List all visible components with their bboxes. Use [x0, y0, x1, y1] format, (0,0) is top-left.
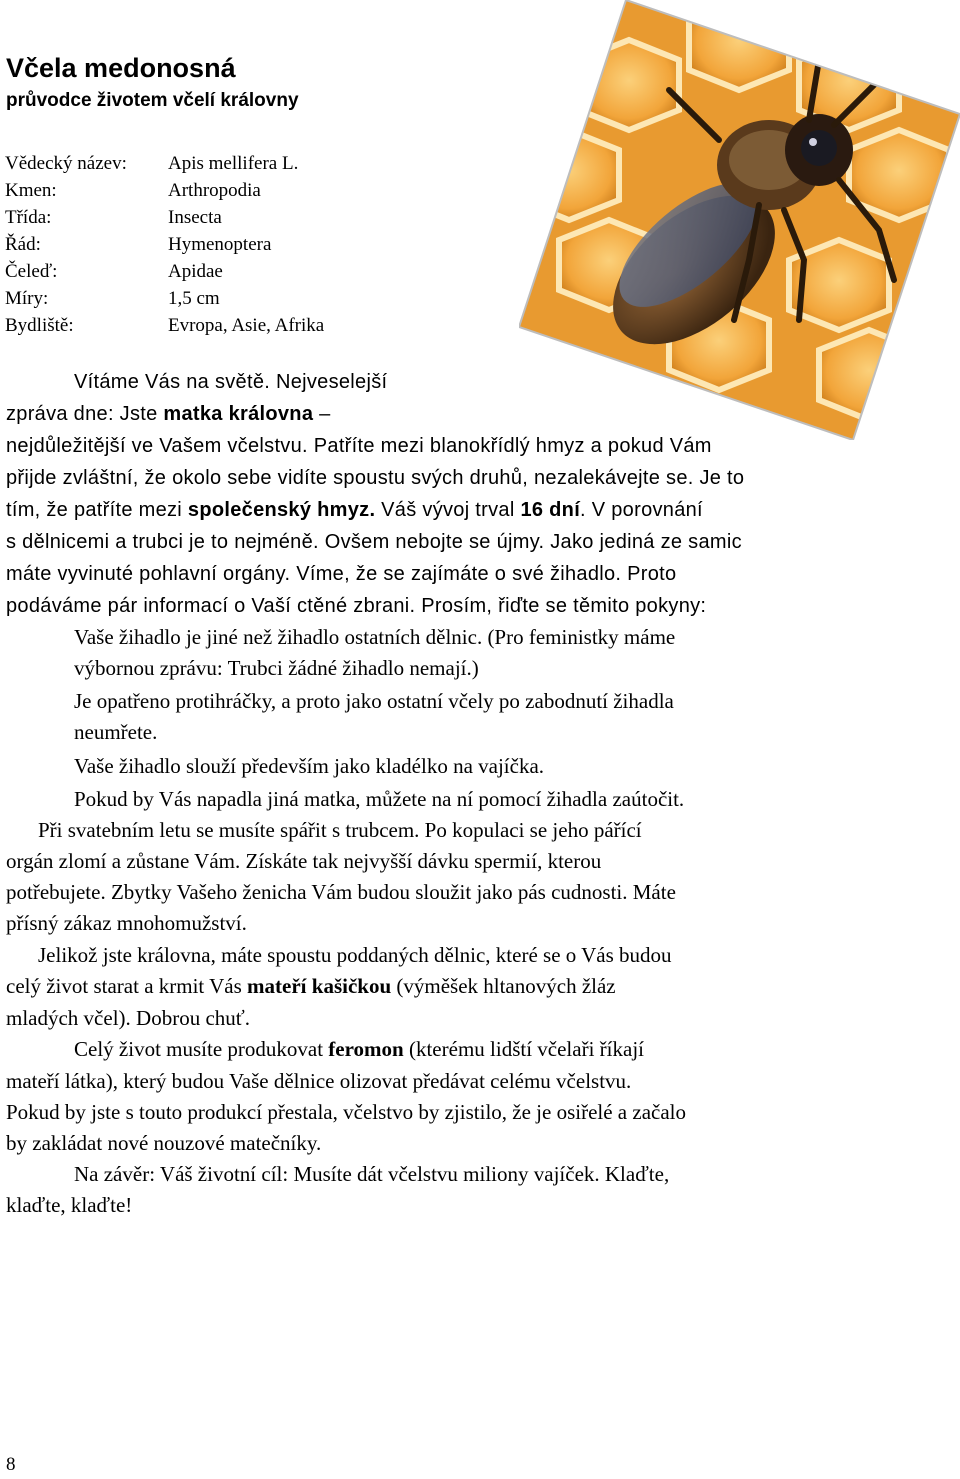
- info-value: Apis mellifera L.: [168, 153, 299, 174]
- text-line: neumřete.: [74, 720, 158, 744]
- info-value: Evropa, Asie, Afrika: [168, 315, 325, 336]
- emphasis: matka královna: [163, 403, 314, 425]
- text-line: s dělnicemi a trubci je to nejméně. Ovšem nebojte se újmy. Jako jediná ze samic: [6, 531, 742, 553]
- text-line: přijde zvláštní, že okolo sebe vidíte spoustu svých druhů, nezalekávejte se. Je to: [6, 467, 745, 489]
- page-number: 8: [6, 1454, 16, 1475]
- emphasis: společenský hmyz.: [187, 499, 376, 521]
- text-line: nejdůležitější ve Vašem včelstvu. Patříte mezi blanokřídlý hmyz a pokud Vám: [6, 435, 712, 457]
- info-row: [5, 285, 324, 312]
- text-line: Pokud by Vás napadla jiná matka, můžete na ní pomocí žihadla zaútočit.: [74, 787, 685, 811]
- info-label: Třída:: [5, 207, 52, 228]
- info-label: Čeleď:: [5, 261, 58, 282]
- info-value: Apidae: [168, 261, 223, 282]
- emphasis: 16 dní: [520, 499, 581, 521]
- text-line: zpráva dne: Jste matka královna –: [6, 403, 331, 425]
- bee-photo: [519, 0, 960, 440]
- text-line: mateří látka), který budou Vaše dělnice olizovat předávat celému včelstvu.: [6, 1069, 632, 1093]
- text-line: celý život starat a krmit Vás mateří kašičkou (výměšek hltanových žláz: [6, 974, 616, 998]
- info-value: Insecta: [168, 207, 222, 228]
- text-line: podáváme pár informací o Vaší ctěné zbrani. Prosím, řiďte se těmito pokyny:: [6, 595, 707, 617]
- text-line: Vítáme Vás na světě. Nejveselejší: [74, 371, 388, 393]
- text-line: Vaše žihadlo je jiné než žihadlo ostatních dělnic. (Pro feministky máme: [74, 625, 676, 649]
- text-line: Celý život musíte produkovat feromon (kterému lidští včelaři říkají: [74, 1037, 644, 1061]
- page-subtitle: průvodce životem včelí královny: [6, 90, 299, 111]
- info-row: [5, 150, 324, 177]
- info-row: [5, 231, 324, 258]
- text-line: výbornou zprávu: Trubci žádné žihadlo nemají.): [74, 656, 479, 680]
- info-label: Kmen:: [5, 180, 57, 201]
- page-title: Včela medonosná: [6, 53, 236, 83]
- text-line: by zakládat nové nouzové matečníky.: [6, 1131, 322, 1155]
- info-value: Hymenoptera: [168, 234, 272, 255]
- info-row: [5, 204, 324, 231]
- info-value: Arthropodia: [168, 180, 261, 201]
- info-row: [5, 177, 324, 204]
- text-line: máte vyvinuté pohlavní orgány. Víme, že se zajímáte o své žihadlo. Proto: [6, 563, 677, 585]
- info-label: Bydliště:: [5, 315, 74, 336]
- text-line: mladých včel). Dobrou chuť.: [6, 1006, 250, 1030]
- info-label: Míry:: [5, 288, 49, 309]
- taxonomy-table: [5, 150, 324, 339]
- text-line: Jelikož jste královna, máte spoustu poddaných dělnic, které se o Vás budou: [38, 943, 672, 967]
- text-line: orgán zlomí a zůstane Vám. Získáte tak nejvyšší dávku spermií, kterou: [6, 849, 602, 873]
- text-line: Je opatřeno protihráčky, a proto jako ostatní včely po zabodnutí žihadla: [74, 689, 674, 713]
- info-value: 1,5 cm: [168, 288, 220, 309]
- info-label: Vědecký název:: [5, 153, 127, 174]
- text-line: Vaše žihadlo slouží především jako kladélko na vajíčka.: [74, 754, 545, 778]
- text-line: Na závěr: Váš životní cíl: Musíte dát včelstvu miliony vajíček. Klaďte,: [74, 1162, 670, 1186]
- text-line: přísný zákaz mnohomužství.: [6, 911, 247, 935]
- text-line: potřebujete. Zbytky Vašeho ženicha Vám budou sloužit jako pás cudnosti. Máte: [6, 880, 676, 904]
- text-line: klaďte, klaďte!: [6, 1193, 133, 1217]
- text-line: tím, že patříte mezi společenský hmyz. Váš vývoj trval 16 dní. V porovnání: [6, 499, 703, 521]
- emphasis: mateří kašičkou: [247, 974, 392, 998]
- emphasis: feromon: [328, 1037, 404, 1061]
- info-label: Řád:: [5, 234, 41, 255]
- text-line: Při svatebním letu se musíte spářit s trubcem. Po kopulaci se jeho pářící: [38, 818, 642, 842]
- info-row: [5, 258, 324, 285]
- info-row: [5, 312, 324, 339]
- text-line: Pokud by jste s touto produkcí přestala, včelstvo by zjistilo, že je osiřelé a začalo: [6, 1100, 686, 1124]
